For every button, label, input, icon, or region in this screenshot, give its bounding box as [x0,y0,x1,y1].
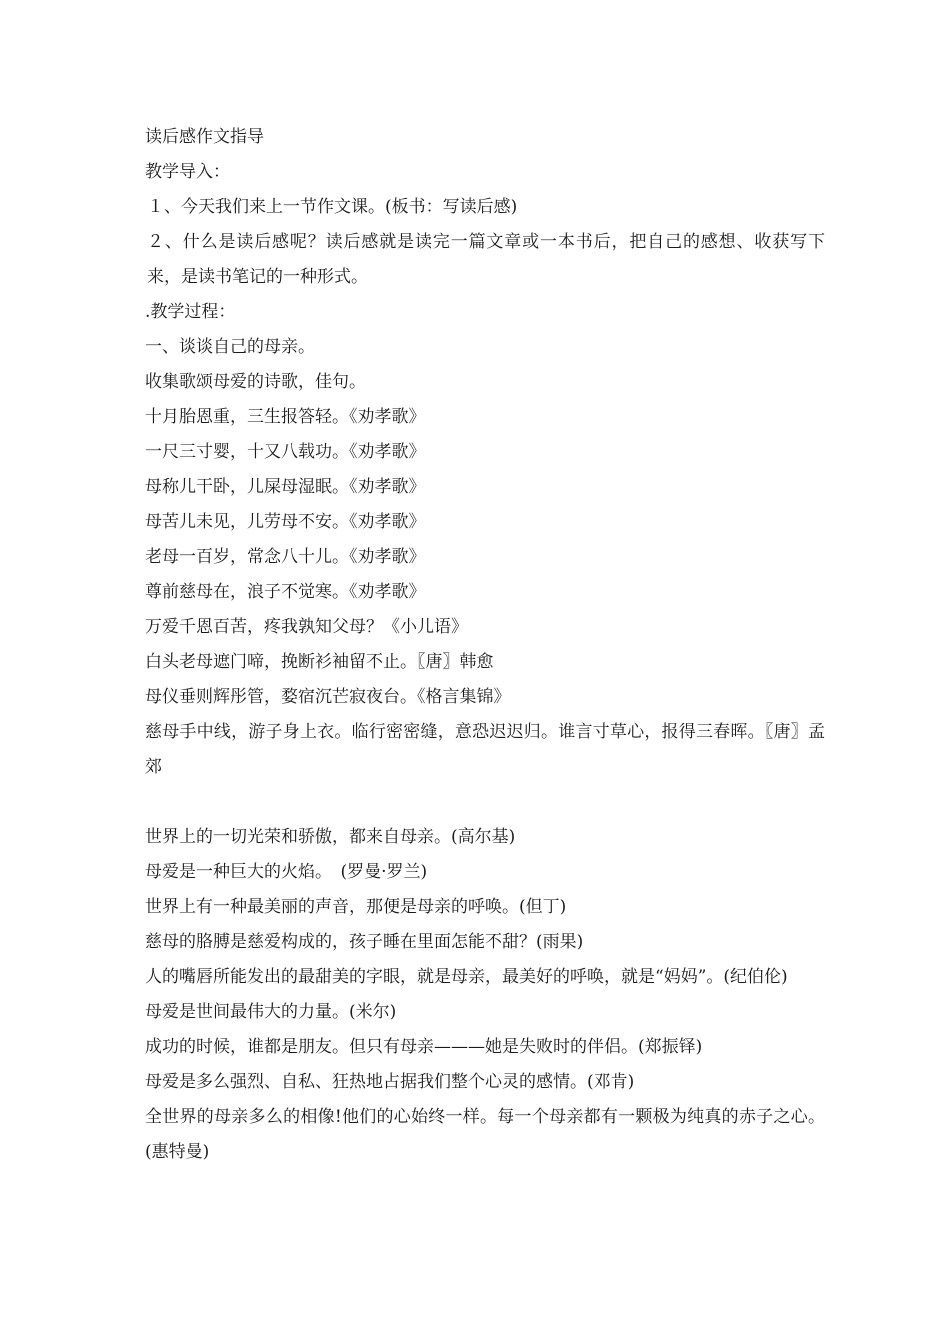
poem-line: 老母一百岁，常念八十儿。《劝孝歌》 [145,547,426,567]
section-heading-process: .教学过程： [145,302,236,322]
quote-line: 慈母的胳膊是慈爱构成的，孩子睡在里面怎能不甜？(雨果) [145,932,584,952]
poem-line: 万爱千恩百苦，疼我孰知父母？《小儿语》 [145,617,468,637]
intro-point-2: ２、什么是读后感呢？读后感就是读完一篇文章或一本书后，把自己的感想、收获写下来，是读书笔记的一种形式。 [147,232,825,287]
section-heading-intro: 教学导入： [145,162,230,182]
blank-line [145,785,825,820]
poem-line-youzi: 慈母手中线，游子身上衣。临行密密缝，意恐迟迟归。谁言寸草心，报得三春晖。〖唐〗孟郊 [145,722,825,777]
quote-line: 全世界的母亲多么的相像!他们的心始终一样。每一个母亲都有一颗极为纯真的赤子之心。(惠特曼) [145,1107,825,1162]
poem-line: 母称儿干卧，儿屎母湿眠。《劝孝歌》 [145,477,426,497]
intro-point-1: １、今天我们来上一节作文课。(板书：写读后感) [147,197,518,217]
process-step-1: 一、谈谈自己的母亲。 [145,337,315,357]
document-body [145,120,825,1170]
quote-line: 母爱是一种巨大的火焰。 (罗曼·罗兰) [145,862,428,882]
poem-line: 母仪垂则辉彤管，婺宿沉芒寂夜台。《格言集锦》 [145,687,511,707]
document-title: 读后感作文指导 [145,127,264,147]
quote-line: 世界上的一切光荣和骄傲，都来自母亲。(高尔基) [145,827,516,847]
poem-line: 十月胎恩重，三生报答轻。《劝孝歌》 [145,407,426,427]
quote-line: 人的嘴唇所能发出的最甜美的字眼，就是母亲，最美好的呼唤，就是“妈妈”。(纪伯伦) [145,967,788,987]
quote-line: 母爱是多么强烈、自私、狂热地占据我们整个心灵的感情。(邓肯) [145,1072,635,1092]
poem-line: 母苦儿未见，儿劳母不安。《劝孝歌》 [145,512,426,532]
poem-line: 一尺三寸婴，十又八载功。《劝孝歌》 [145,442,426,462]
collect-instruction: 收集歌颂母爱的诗歌，佳句。 [145,372,366,392]
quote-line: 成功的时候，谁都是朋友。但只有母亲———她是失败时的伴侣。(郑振铎) [145,1037,703,1057]
quote-line: 母爱是世间最伟大的力量。(米尔) [145,1002,397,1022]
poem-line: 尊前慈母在，浪子不觉寒。《劝孝歌》 [145,582,426,602]
quote-line: 世界上有一种最美丽的声音，那便是母亲的呼唤。(但丁) [145,897,567,917]
poem-line: 白头老母遮门啼，挽断衫袖留不止。〖唐〗韩愈 [145,652,494,672]
